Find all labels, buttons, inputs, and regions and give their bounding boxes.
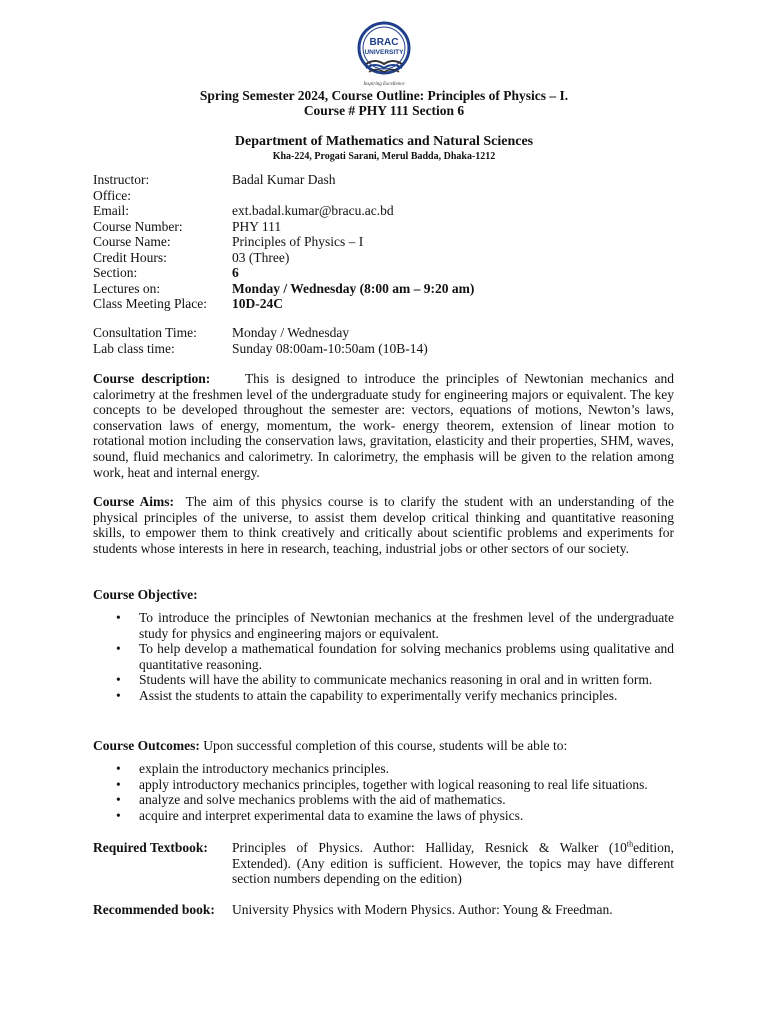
outline-title: Spring Semester 2024, Course Outline: Principles of Physics – I. [199, 88, 569, 103]
course-info-table [93, 172, 693, 312]
recommended-text: University Physics with Modern Physics. Author: Young & Freedman. [232, 902, 613, 917]
info-label: Instructor: [93, 172, 150, 187]
recommended-book [93, 902, 674, 918]
aims-heading: Course Aims: [93, 494, 174, 509]
info-value: Monday / Wednesday [232, 325, 350, 340]
bullet-icon: • [116, 672, 121, 688]
info-row-office [93, 188, 693, 204]
course-section-title: Course # PHY 111 Section 6 [303, 103, 465, 118]
info-row-lectures [93, 281, 693, 297]
info-label: Email: [93, 203, 129, 218]
bullet-icon: • [116, 641, 121, 657]
department-address: Kha-224, Progati Sarani, Merul Badda, Dhaka-1212 [272, 151, 496, 162]
course-aims [93, 494, 674, 556]
info-row-course-number [93, 219, 693, 235]
list-item: • explain the introductory mechanics principles. [116, 761, 390, 776]
svg-text:BRAC: BRAC [369, 37, 399, 48]
course-outcomes-intro [93, 738, 674, 754]
course-description [93, 371, 674, 480]
list-item: • apply introductory mechanics principles, together with logical reasoning to real life situations. [116, 776, 648, 792]
description-heading: Course description: [93, 371, 211, 386]
bullet-icon: • [116, 761, 121, 776]
info-row-section [93, 265, 693, 281]
schedule-info-table [93, 325, 693, 356]
bullet-icon: • [116, 776, 121, 792]
info-value: 6 [232, 265, 239, 280]
bullet-icon: • [116, 807, 121, 823]
aims-text: The aim of this physics course is to clarify the student with an understanding of the physical principles of the universe, to assist them develop critical thinking and quantitative reasoning skills, to empower them to think creatively and critically about scientific problems and experiments for students whose interests in here in research, teaching, industrial jobs or other sectors of our society. [93, 494, 674, 556]
info-row-email [93, 203, 693, 219]
info-value [232, 188, 693, 204]
info-value: Monday / Wednesday (8:00 am – 9:20 am) [232, 280, 475, 296]
recommended-label: Recommended book: [93, 902, 215, 917]
list-item: • Students will have the ability to communicate mechanics reasoning in oral and in written form. [116, 672, 653, 688]
info-value: Sunday 08:00am-10:50am (10B-14) [232, 340, 428, 356]
department-name: Department of Mathematics and Natural Sciences [234, 134, 534, 149]
info-label: Lectures on: [93, 280, 161, 296]
bullet-icon: • [116, 687, 121, 703]
textbook-text: Principles of Physics. Author: Halliday, Resnick & Walker (10thedition, Extended). (Any edition is sufficient. However, the topics may have different section numbers depending on the edition) [232, 839, 674, 887]
info-label: Lab class time: [93, 340, 175, 356]
list-item: • Assist the students to attain the capability to experimentally verify mechanics principles. [116, 687, 618, 703]
svg-text:Inspiring Excellence: Inspiring Excellence [363, 82, 405, 87]
info-row-instructor [93, 172, 693, 188]
info-label: Course Name: [93, 234, 171, 249]
info-label: Section: [93, 265, 138, 280]
bullet-icon: • [116, 792, 121, 808]
textbook-label: Required Textbook: [93, 840, 208, 855]
required-textbook [93, 840, 674, 887]
info-row-consultation [93, 325, 693, 341]
svg-text:UNIVERSITY: UNIVERSITY [364, 49, 404, 56]
info-value-email[interactable]: ext.badal.kumar@bracu.ac.bd [232, 203, 394, 218]
outcomes-heading: Course Outcomes: [93, 738, 200, 753]
info-value: 10D-24C [232, 296, 283, 311]
info-label: Class Meeting Place: [93, 296, 207, 311]
list-item: • To help develop a mathematical foundation for solving mechanics problems using qualitative and quantitative reasoning. [116, 641, 674, 672]
objective-heading: Course Objective: [93, 587, 198, 602]
outcomes-list [93, 761, 674, 823]
list-item: • analyze and solve mechanics problems with the aid of mathematics. [116, 792, 506, 808]
brac-university-logo [352, 20, 416, 88]
info-value: Principles of Physics – I [232, 234, 364, 249]
info-row-meeting-place [93, 296, 693, 312]
info-label: Office: [93, 187, 131, 203]
info-row-lab-time [93, 341, 693, 357]
info-value: Badal Kumar Dash [232, 172, 336, 187]
info-value: PHY 111 [232, 218, 282, 234]
info-row-credit-hours [93, 250, 693, 266]
info-value: 03 (Three) [232, 249, 290, 265]
info-label: Credit Hours: [93, 249, 167, 265]
info-row-course-name [93, 234, 693, 250]
description-text: This is designed to introduce the principles of Newtonian mechanics and calorimetry at the freshmen level of the undergraduate study for engineering majors or equivalent. The key concepts to be developed throughout the semester are: vectors, equations of motions, Newton’s laws, conservation laws of energy, momentum, the work- energy theorem, extension of linear motion to rotational motion including the conservation laws, gravitation, elasticity and their properties, SHM, waves, sound, fluid mechanics and calorimetry. In calorimetry, the emphasis will be given to the relation among work, heat and internal energy. [93, 371, 674, 480]
list-item: • acquire and interpret experimental data to examine the laws of physics. [116, 807, 524, 823]
bullet-icon: • [116, 610, 121, 625]
info-label: Course Number: [93, 218, 183, 234]
objective-list [93, 610, 674, 704]
info-label: Consultation Time: [93, 325, 197, 340]
outcomes-intro-text: Upon successful completion of this course, students will be able to: [203, 738, 568, 753]
list-item: • To introduce the principles of Newtonian mechanics at the freshmen level of the undergraduate study for physics and engineering majors or equivalent. [116, 610, 674, 641]
